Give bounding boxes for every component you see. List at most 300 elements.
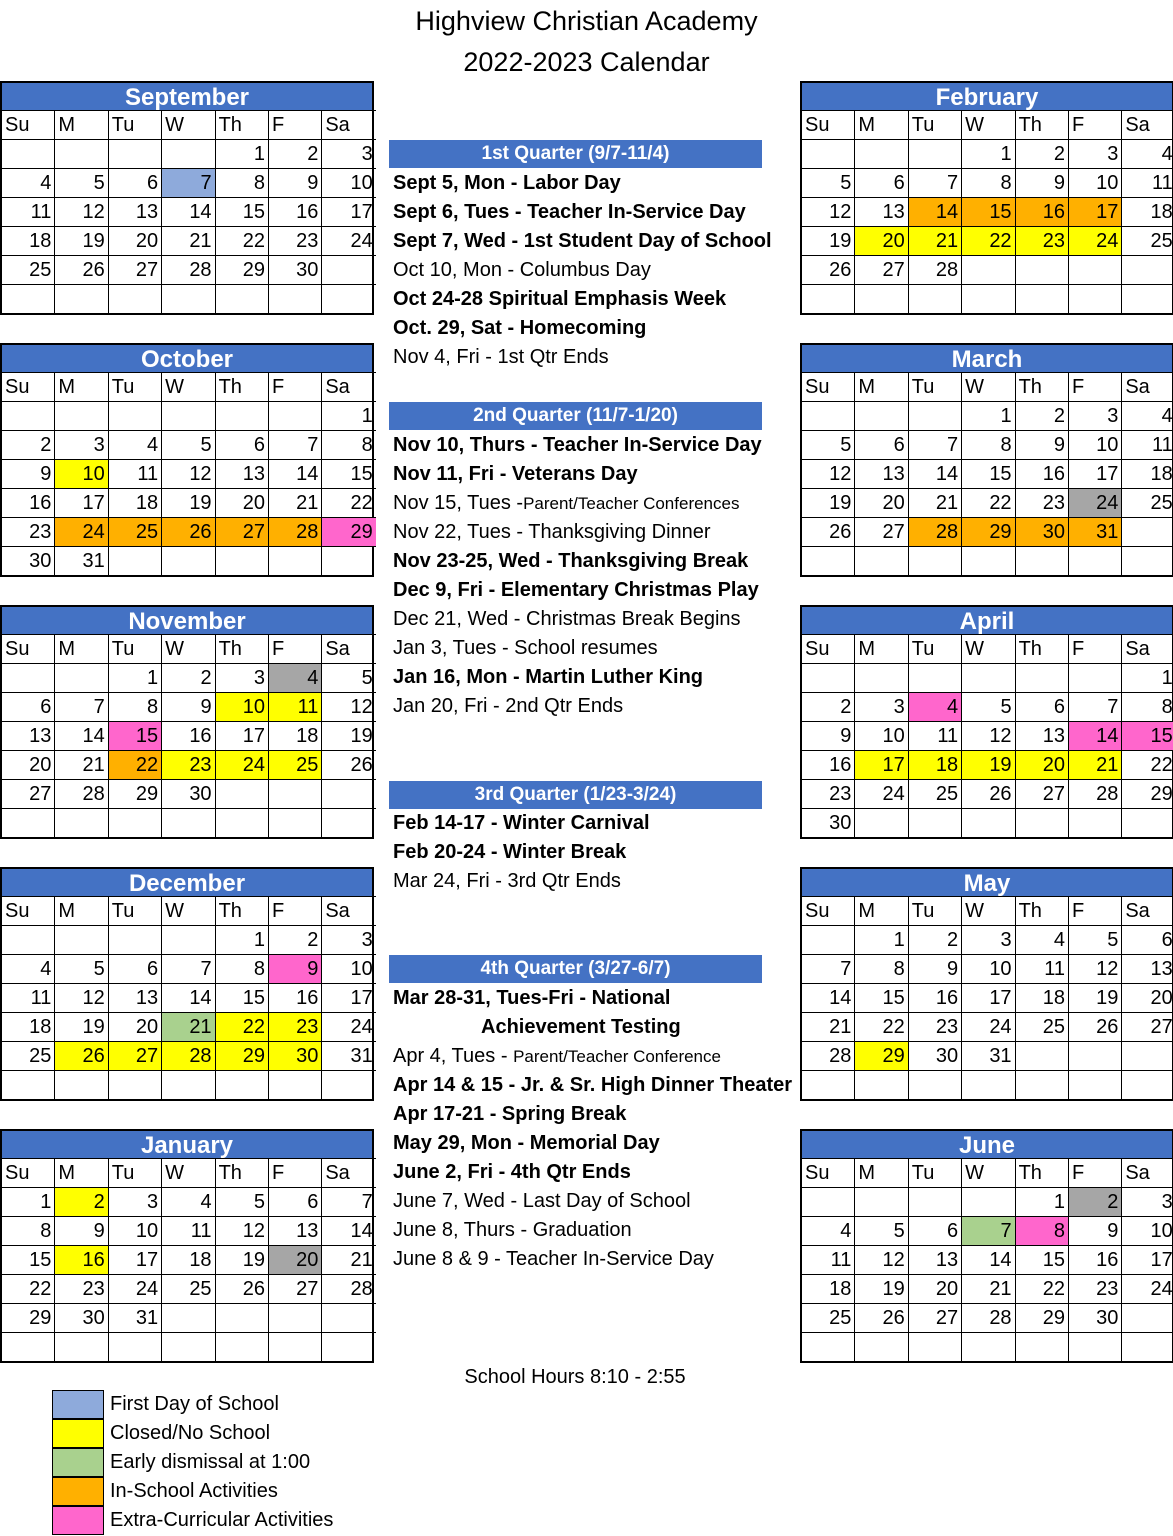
day-cell: 17 [1122, 1245, 1173, 1274]
event-item: May 29, Mon - Memorial Day [393, 1132, 660, 1154]
weekday-header: M [55, 372, 108, 401]
day-cell: 15 [855, 983, 908, 1012]
day-cell: 25 [1122, 488, 1173, 517]
day-cell: 14 [962, 1245, 1015, 1274]
day-cell: 1 [1122, 663, 1173, 692]
day-cell: 31 [962, 1041, 1015, 1070]
event-item: Oct. 29, Sat - Homecoming [393, 317, 647, 339]
event-item: Apr 17-21 - Spring Break [393, 1103, 627, 1125]
day-cell: 19 [855, 1274, 908, 1303]
day-cell: 30 [269, 255, 322, 284]
weekday-header: Tu [909, 1158, 962, 1187]
day-cell: 10 [962, 954, 1015, 983]
day-cell: 16 [2, 488, 55, 517]
event-item: June 8, Thurs - Graduation [393, 1219, 632, 1241]
day-cell: 23 [55, 1274, 108, 1303]
day-cell: 17 [109, 1245, 162, 1274]
day-cell: 4 [802, 1216, 855, 1245]
day-cell: 22 [109, 750, 162, 779]
day-cell: 3 [962, 925, 1015, 954]
day-cell: 28 [909, 255, 962, 284]
day-cell: 22 [962, 488, 1015, 517]
empty-cell [1016, 808, 1069, 837]
day-cell: 4 [1122, 401, 1173, 430]
day-cell: 5 [55, 168, 108, 197]
month-may [800, 867, 1173, 1101]
empty-cell [1122, 1303, 1173, 1332]
weekday-header: M [855, 634, 908, 663]
empty-cell [962, 546, 1015, 575]
day-cell: 24 [322, 226, 375, 255]
empty-cell [1122, 517, 1173, 546]
empty-cell [55, 284, 108, 313]
day-cell: 23 [269, 226, 322, 255]
day-cell: 2 [802, 692, 855, 721]
day-cell: 21 [162, 1012, 215, 1041]
empty-cell [802, 401, 855, 430]
day-cell: 13 [855, 459, 908, 488]
day-cell: 12 [802, 459, 855, 488]
weekday-header: Sa [1122, 634, 1173, 663]
day-cell: 22 [1016, 1274, 1069, 1303]
day-cell: 15 [962, 459, 1015, 488]
day-cell: 22 [855, 1012, 908, 1041]
empty-cell [2, 925, 55, 954]
day-cell: 1 [216, 139, 269, 168]
day-cell: 9 [1016, 430, 1069, 459]
day-cell: 31 [55, 546, 108, 575]
day-cell: 6 [855, 168, 908, 197]
empty-cell [909, 546, 962, 575]
empty-cell [2, 1070, 55, 1099]
event-text-small: Parent/Teacher Conference [513, 1047, 721, 1066]
day-cell: 16 [162, 721, 215, 750]
day-cell: 14 [162, 197, 215, 226]
day-cell: 5 [962, 692, 1015, 721]
empty-cell [802, 1332, 855, 1361]
day-cell: 11 [1016, 954, 1069, 983]
day-cell: 5 [216, 1187, 269, 1216]
day-cell: 14 [1069, 721, 1122, 750]
empty-cell [162, 139, 215, 168]
month-grid [0, 110, 374, 315]
empty-cell [55, 663, 108, 692]
day-cell: 23 [802, 779, 855, 808]
day-cell: 12 [1069, 954, 1122, 983]
legend-label: In-School Activities [110, 1480, 278, 1502]
month-title: October [0, 343, 374, 372]
legend-swatch [52, 1506, 104, 1535]
day-cell: 9 [55, 1216, 108, 1245]
day-cell: 15 [2, 1245, 55, 1274]
day-cell: 29 [216, 255, 269, 284]
empty-cell [1069, 808, 1122, 837]
empty-cell [909, 1187, 962, 1216]
day-cell: 12 [55, 983, 108, 1012]
day-cell: 27 [1016, 779, 1069, 808]
day-cell: 23 [2, 517, 55, 546]
empty-cell [269, 1332, 322, 1361]
day-cell: 3 [216, 663, 269, 692]
day-cell: 9 [802, 721, 855, 750]
day-cell: 9 [269, 954, 322, 983]
empty-cell [109, 139, 162, 168]
day-cell: 7 [909, 168, 962, 197]
day-cell: 21 [269, 488, 322, 517]
weekday-header: M [55, 896, 108, 925]
month-grid [0, 1158, 374, 1363]
empty-cell [322, 546, 375, 575]
day-cell: 3 [55, 430, 108, 459]
weekday-header: W [162, 1158, 215, 1187]
calendar-title: 2022-2023 Calendar [463, 47, 710, 77]
day-cell: 6 [109, 168, 162, 197]
month-title: March [800, 343, 1173, 372]
day-cell: 13 [269, 1216, 322, 1245]
weekday-header: W [162, 634, 215, 663]
day-cell: 12 [962, 721, 1015, 750]
day-cell: 27 [855, 255, 908, 284]
day-cell: 17 [1069, 197, 1122, 226]
day-cell: 19 [802, 488, 855, 517]
day-cell: 27 [216, 517, 269, 546]
empty-cell [216, 546, 269, 575]
month-april [800, 605, 1173, 839]
month-september [0, 81, 374, 315]
empty-cell [802, 284, 855, 313]
day-cell: 10 [55, 459, 108, 488]
day-cell: 12 [55, 197, 108, 226]
month-title: September [0, 81, 374, 110]
empty-cell [962, 1332, 1015, 1361]
weekday-header: Th [1016, 634, 1069, 663]
day-cell: 12 [802, 197, 855, 226]
day-cell: 14 [269, 459, 322, 488]
legend-swatch [52, 1448, 104, 1477]
month-grid [800, 1158, 1173, 1363]
event-item: Sept 5, Mon - Labor Day [393, 172, 621, 194]
weekday-header: Th [1016, 372, 1069, 401]
day-cell: 19 [216, 1245, 269, 1274]
day-cell: 2 [1016, 401, 1069, 430]
day-cell: 14 [55, 721, 108, 750]
empty-cell [55, 401, 108, 430]
day-cell: 19 [322, 721, 375, 750]
day-cell: 25 [269, 750, 322, 779]
month-title: April [800, 605, 1173, 634]
day-cell: 10 [322, 168, 375, 197]
weekday-header: Th [216, 634, 269, 663]
day-cell: 2 [162, 663, 215, 692]
day-cell: 29 [109, 779, 162, 808]
empty-cell [2, 284, 55, 313]
day-cell: 1 [216, 925, 269, 954]
weekday-header: F [269, 1158, 322, 1187]
day-cell: 12 [216, 1216, 269, 1245]
weekday-header: Sa [322, 110, 375, 139]
empty-cell [1122, 284, 1173, 313]
day-cell: 10 [109, 1216, 162, 1245]
legend-swatch [52, 1390, 104, 1419]
weekday-header: W [962, 1158, 1015, 1187]
day-cell: 4 [2, 168, 55, 197]
weekday-header: F [1069, 1158, 1122, 1187]
empty-cell [322, 808, 375, 837]
empty-cell [909, 1332, 962, 1361]
day-cell: 13 [1016, 721, 1069, 750]
month-grid [0, 896, 374, 1101]
empty-cell [322, 1070, 375, 1099]
day-cell: 19 [55, 1012, 108, 1041]
day-cell: 15 [322, 459, 375, 488]
empty-cell [962, 808, 1015, 837]
empty-cell [1016, 663, 1069, 692]
day-cell: 5 [55, 954, 108, 983]
empty-cell [216, 1070, 269, 1099]
weekday-header: Th [1016, 1158, 1069, 1187]
month-december [0, 867, 374, 1101]
day-cell: 6 [2, 692, 55, 721]
day-cell: 7 [55, 692, 108, 721]
event-item: Oct 10, Mon - Columbus Day [393, 259, 651, 281]
weekday-header: F [269, 634, 322, 663]
day-cell: 10 [1069, 168, 1122, 197]
day-cell: 7 [269, 430, 322, 459]
empty-cell [55, 808, 108, 837]
day-cell: 18 [1122, 197, 1173, 226]
empty-cell [216, 1332, 269, 1361]
day-cell: 22 [216, 1012, 269, 1041]
event-item: Oct 24-28 Spiritual Emphasis Week [393, 288, 727, 310]
event-item: Feb 14-17 - Winter Carnival [393, 812, 650, 834]
day-cell: 28 [269, 517, 322, 546]
day-cell: 18 [1122, 459, 1173, 488]
day-cell: 3 [109, 1187, 162, 1216]
empty-cell [216, 779, 269, 808]
day-cell: 21 [909, 226, 962, 255]
day-cell: 8 [1122, 692, 1173, 721]
day-cell: 21 [962, 1274, 1015, 1303]
empty-cell [1122, 1332, 1173, 1361]
day-cell: 22 [1122, 750, 1173, 779]
weekday-header: W [962, 896, 1015, 925]
day-cell: 12 [855, 1245, 908, 1274]
day-cell: 29 [1122, 779, 1173, 808]
month-october [0, 343, 374, 577]
empty-cell [109, 284, 162, 313]
weekday-header: M [55, 1158, 108, 1187]
day-cell: 14 [322, 1216, 375, 1245]
empty-cell [162, 1332, 215, 1361]
empty-cell [802, 139, 855, 168]
empty-cell [269, 1070, 322, 1099]
legend-item [52, 1477, 333, 1506]
day-cell: 8 [216, 954, 269, 983]
day-cell: 17 [55, 488, 108, 517]
empty-cell [962, 255, 1015, 284]
weekday-header: Sa [1122, 110, 1173, 139]
day-cell: 2 [1016, 139, 1069, 168]
weekday-header: F [269, 896, 322, 925]
day-cell: 24 [55, 517, 108, 546]
day-cell: 6 [109, 954, 162, 983]
event-item: Mar 28-31, Tues-Fri - National [393, 987, 671, 1009]
day-cell: 8 [962, 430, 1015, 459]
day-cell: 30 [55, 1303, 108, 1332]
empty-cell [322, 1332, 375, 1361]
day-cell: 26 [162, 517, 215, 546]
day-cell: 20 [2, 750, 55, 779]
event-item: Dec 9, Fri - Elementary Christmas Play [393, 579, 759, 601]
day-cell: 20 [1122, 983, 1173, 1012]
day-cell: 18 [109, 488, 162, 517]
day-cell: 20 [855, 488, 908, 517]
day-cell: 2 [1069, 1187, 1122, 1216]
day-cell: 30 [2, 546, 55, 575]
day-cell: 18 [1016, 983, 1069, 1012]
empty-cell [322, 255, 375, 284]
weekday-header: F [1069, 634, 1122, 663]
weekday-header: Sa [1122, 896, 1173, 925]
day-cell: 8 [1016, 1216, 1069, 1245]
day-cell: 8 [216, 168, 269, 197]
empty-cell [1122, 546, 1173, 575]
day-cell: 26 [855, 1303, 908, 1332]
day-cell: 7 [162, 954, 215, 983]
weekday-header: Sa [1122, 1158, 1173, 1187]
day-cell: 3 [322, 925, 375, 954]
event-item: Sept 7, Wed - 1st Student Day of School [393, 230, 772, 252]
day-cell: 28 [802, 1041, 855, 1070]
event-item: Nov 11, Fri - Veterans Day [393, 463, 638, 485]
weekday-header: Su [2, 372, 55, 401]
day-cell: 16 [802, 750, 855, 779]
month-june [800, 1129, 1173, 1363]
day-cell: 13 [855, 197, 908, 226]
day-cell: 11 [109, 459, 162, 488]
month-february [800, 81, 1173, 315]
day-cell: 30 [162, 779, 215, 808]
day-cell: 19 [962, 750, 1015, 779]
day-cell: 27 [2, 779, 55, 808]
day-cell: 13 [109, 983, 162, 1012]
weekday-header: F [1069, 372, 1122, 401]
event-item: Sept 6, Tues - Teacher In-Service Day [393, 201, 746, 223]
event-text: Apr 4, Tues - [393, 1045, 508, 1067]
weekday-header: Su [802, 896, 855, 925]
legend-swatch [52, 1477, 104, 1506]
day-cell: 29 [855, 1041, 908, 1070]
day-cell: 29 [962, 517, 1015, 546]
day-cell: 2 [909, 925, 962, 954]
day-cell: 21 [55, 750, 108, 779]
day-cell: 23 [1016, 226, 1069, 255]
day-cell: 16 [1016, 197, 1069, 226]
empty-cell [855, 546, 908, 575]
day-cell: 4 [1122, 139, 1173, 168]
day-cell: 7 [909, 430, 962, 459]
empty-cell [216, 808, 269, 837]
day-cell: 28 [322, 1274, 375, 1303]
empty-cell [1122, 255, 1173, 284]
day-cell: 28 [55, 779, 108, 808]
weekday-header: F [1069, 110, 1122, 139]
weekday-header: Sa [1122, 372, 1173, 401]
event-item: Dec 21, Wed - Christmas Break Begins [393, 608, 741, 630]
event-item: Jan 20, Fri - 2nd Qtr Ends [393, 695, 624, 717]
day-cell: 23 [909, 1012, 962, 1041]
weekday-header: M [855, 896, 908, 925]
day-cell: 16 [1016, 459, 1069, 488]
weekday-header: Th [216, 896, 269, 925]
day-cell: 4 [1016, 925, 1069, 954]
empty-cell [322, 284, 375, 313]
empty-cell [269, 546, 322, 575]
event-text-small: Parent/Teacher Conferences [523, 494, 740, 513]
weekday-header: W [162, 110, 215, 139]
day-cell: 26 [55, 255, 108, 284]
legend-item [52, 1448, 333, 1477]
day-cell: 30 [909, 1041, 962, 1070]
day-cell: 11 [2, 197, 55, 226]
empty-cell [55, 139, 108, 168]
legend-label: Extra-Curricular Activities [110, 1509, 334, 1531]
empty-cell [162, 401, 215, 430]
empty-cell [802, 1070, 855, 1099]
day-cell: 1 [322, 401, 375, 430]
day-cell: 28 [162, 255, 215, 284]
day-cell: 1 [962, 139, 1015, 168]
day-cell: 21 [322, 1245, 375, 1274]
day-cell: 8 [855, 954, 908, 983]
empty-cell [909, 1070, 962, 1099]
empty-cell [109, 1332, 162, 1361]
day-cell: 8 [322, 430, 375, 459]
day-cell: 11 [162, 1216, 215, 1245]
day-cell: 13 [109, 197, 162, 226]
day-cell: 11 [802, 1245, 855, 1274]
day-cell: 18 [269, 721, 322, 750]
empty-cell [1122, 808, 1173, 837]
event-item: Jan 16, Mon - Martin Luther King [393, 666, 704, 688]
day-cell: 24 [322, 1012, 375, 1041]
month-january [0, 1129, 374, 1363]
month-november [0, 605, 374, 839]
day-cell: 12 [162, 459, 215, 488]
day-cell: 7 [1069, 692, 1122, 721]
empty-cell [909, 663, 962, 692]
day-cell: 27 [909, 1303, 962, 1332]
day-cell: 1 [2, 1187, 55, 1216]
day-cell: 15 [216, 197, 269, 226]
day-cell: 25 [109, 517, 162, 546]
empty-cell [109, 925, 162, 954]
event-item [393, 1042, 721, 1071]
day-cell: 29 [322, 517, 375, 546]
school-name: Highview Christian Academy [415, 6, 758, 36]
day-cell: 20 [1016, 750, 1069, 779]
event-item: June 7, Wed - Last Day of School [393, 1190, 691, 1212]
weekday-header: W [962, 634, 1015, 663]
month-title: December [0, 867, 374, 896]
month-title: November [0, 605, 374, 634]
day-cell: 11 [2, 983, 55, 1012]
legend-item [52, 1506, 333, 1535]
legend-label: First Day of School [110, 1393, 279, 1415]
day-cell: 18 [802, 1274, 855, 1303]
empty-cell [802, 546, 855, 575]
day-cell: 9 [162, 692, 215, 721]
